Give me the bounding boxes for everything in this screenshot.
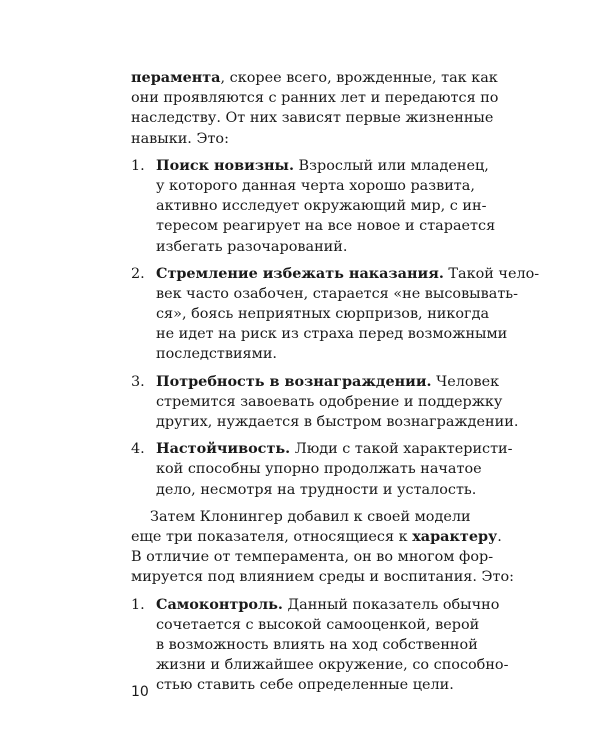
bold-term: Поиск новизны. [156, 156, 294, 174]
text-run: не идет на риск из страха перед возможными [156, 326, 508, 343]
text-line [131, 595, 500, 615]
text-line [131, 68, 498, 88]
text-run: еще три показателя, относящиеся к [131, 528, 413, 545]
text-run: последствиями. [156, 346, 277, 363]
text-line [131, 129, 479, 149]
text-run: мируется под влиянием среды и воспитания. Это: [131, 569, 515, 586]
text-run: избегать разочарований. [156, 238, 348, 255]
list-item [131, 372, 519, 433]
text-run: В отличие от темперамента, он во многом фор- [131, 549, 494, 566]
text-run: кой способны упорно продолжать начатое [156, 461, 482, 478]
text-line [131, 412, 519, 432]
text-run: наследству. От них зависят первые жизненные [131, 110, 494, 127]
text-run: других, нуждается в быстром вознаграждении. [156, 414, 519, 430]
body-text [131, 68, 540, 702]
text-line [131, 284, 518, 304]
text-line [131, 196, 487, 216]
text-line [131, 237, 479, 257]
bold-term: перамента [131, 69, 221, 86]
page-number: 10 [131, 684, 149, 700]
list-item [131, 439, 513, 500]
bold-term: характеру [412, 527, 498, 545]
text-line [131, 156, 489, 176]
text-line [131, 567, 515, 587]
list-item [131, 264, 540, 365]
text-line [131, 615, 479, 635]
list-number: 1. [131, 596, 145, 613]
text-run: жизни и ближайшее окружение, со способно- [156, 657, 509, 674]
text-line [131, 304, 490, 324]
text-run: , скорее всего, врожденные, так как [220, 70, 498, 86]
text-line [131, 675, 479, 695]
list-number: 1. [131, 157, 145, 174]
text-run: Человек [431, 373, 500, 390]
bold-term: Потребность в вознаграждении. [156, 372, 432, 390]
text-line [131, 635, 479, 655]
text-line [131, 264, 540, 284]
text-run: Данный показатель обычно [282, 596, 500, 613]
text-run: . [497, 528, 502, 545]
text-run: дело, несмотря на трудности и усталость. [156, 481, 477, 498]
text-run: в возможность влиять на ход собственной [156, 636, 478, 653]
text-run: навыки. Это: [131, 130, 229, 147]
text-line [131, 108, 494, 128]
list-number: 3. [131, 373, 145, 390]
text-line [131, 459, 482, 479]
text-run: сочетается с высокой самооценкой, верой [156, 616, 480, 633]
list-number: 4. [131, 441, 145, 458]
text-line [131, 372, 500, 392]
list-number: 2. [131, 265, 145, 282]
text-line [131, 547, 494, 567]
list-item [131, 156, 496, 257]
text-run: у которого данная черта хорошо развита, [156, 177, 475, 194]
text-line [131, 527, 502, 547]
text-run: Затем Клонингер добавил к своей модели [150, 508, 471, 525]
text-run: стью ставить себе определенные цели. [156, 677, 454, 694]
text-line [131, 216, 496, 236]
text-line [131, 344, 479, 364]
text-run: стремится завоевать одобрение и поддержку [156, 393, 503, 410]
text-run: они проявляются с ранних лет и передаются по [131, 90, 499, 107]
text-run: Люди с такой характеристи- [290, 441, 513, 458]
bold-term: Стремление избежать наказания. [156, 264, 444, 282]
text-run: ся», боясь неприятных сюрпризов, никогда [156, 306, 490, 323]
text-run: тересом реагирует на все новое и старается [156, 218, 496, 235]
text-line [131, 324, 508, 344]
text-run: век часто озабочен, старается «не высовывать- [156, 285, 518, 302]
text-run: активно исследует окружающий мир, с ин- [156, 198, 487, 215]
list-item [131, 595, 509, 696]
text-line [131, 176, 479, 196]
bold-term: Самоконтроль. [156, 595, 283, 613]
text-run: Такой чело- [443, 265, 540, 282]
text-line [131, 507, 479, 527]
bold-term: Настойчивость. [156, 440, 291, 458]
text-line [131, 439, 513, 459]
text-line [131, 655, 509, 675]
text-line [131, 88, 499, 108]
text-line [131, 480, 479, 500]
text-line [131, 392, 503, 412]
text-run: Взрослый или младенец, [293, 157, 489, 174]
